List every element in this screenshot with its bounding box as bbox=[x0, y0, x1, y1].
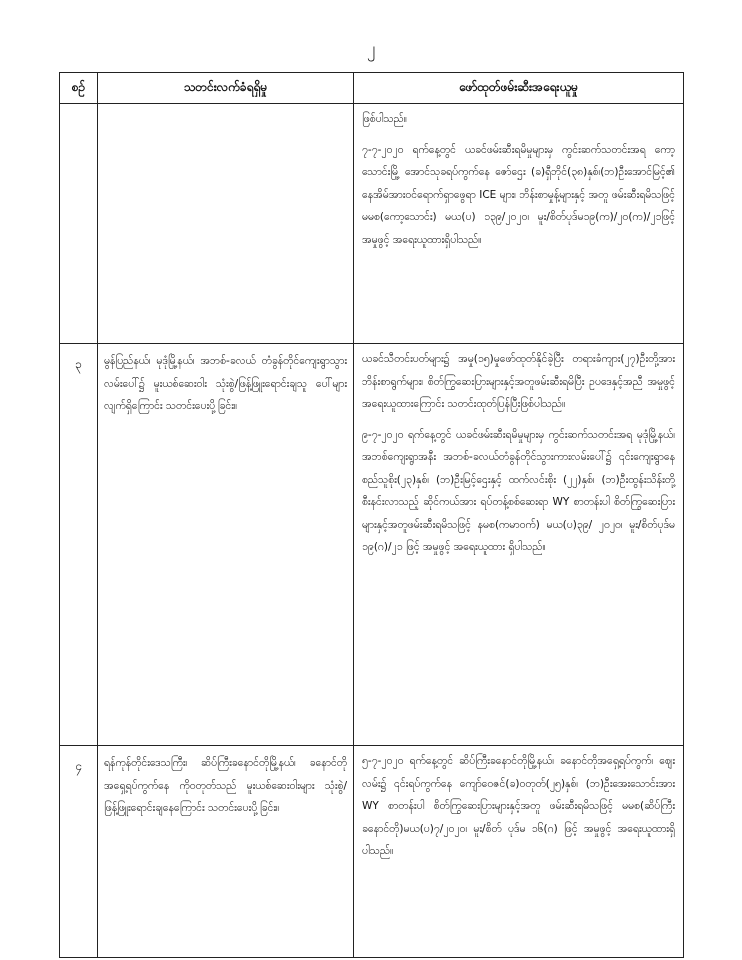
action-paragraph: ဖြစ်ပါသည်။ bbox=[362, 113, 407, 125]
table-row bbox=[60, 344, 684, 746]
table-row bbox=[60, 746, 684, 958]
information-cell bbox=[98, 104, 354, 344]
action-cell bbox=[354, 104, 684, 344]
report-table bbox=[59, 72, 684, 958]
header-serial-no: စဉ် bbox=[60, 73, 98, 104]
serial-no-cell: ၄ bbox=[60, 746, 98, 958]
information-cell: ရန်ကုန်တိုင်းဒေသကြီး၊ ဆိပ်ကြီးခနောင်တိုမြို့နယ်၊ ခနောင်တိုအရှေ့ရပ်ကွက်နေ ကိုဝတုတ်သည် မူးယစ်ဆေးဝါးများ သုံးစွဲ/ဖြန့်ဖြူးရောင်းချနေကြောင်း သတင်းပေးပို့ခြင်း။ bbox=[98, 746, 354, 958]
header-row bbox=[60, 73, 684, 104]
page-number: ၂ bbox=[366, 39, 376, 59]
header-information-received: သတင်းလက်ခံရရှိမှု bbox=[98, 73, 354, 104]
serial-no-cell bbox=[60, 104, 98, 344]
action-paragraph: ၅-၇-၂၀၂၀ ရက်နေ့တွင် ဆိပ်ကြီးခနောင်တိုမြို့နယ်၊ ခနောင်တိုအရှေ့ရပ်ကွက်၊ ဈေးလမ်း၌ ၎င်းရပ်ကွက်နေ ကျော်ဝေဇင်(ခ)ဝတုတ်(၂၅)နှစ်၊ (ဘ)ဦးအေးသောင်းအား WY စာတန်းပါ စိတ်ကြွဆေးပြားများနှင့်အတူ ဖမ်းဆီးရမိသဖြင့် မမစ(ဆိပ်ကြီးခနောင်တို)မယ(ပ)၇/၂၀၂၀၊ မူး/စိတ် ပုဒ်မ ၁၆(ဂ) ဖြင့် အမှုဖွင့် အရေးယူထားရှိပါသည်။ bbox=[362, 755, 675, 857]
action-cell bbox=[354, 746, 684, 958]
action-paragraph: ယခင်သီတင်းပတ်များ၌ အမှု(၁၅)မှုဖော်ထုတ်နိုင်ခဲ့ပြီး တရားခံကျား(၂၇)ဦးတို့အား ဘိန်းစာရွက်များ၊ စိတ်ကြွဆေးပြားများနှင့်အတူဖမ်းဆီးရမိပြီး ဥပဒေနှင့်အညီ အမှုဖွင့် အရေးယူထားကြောင်း သတင်းထုတ်ပြန်ပြီးဖြစ်ပါသည်။ bbox=[362, 353, 675, 410]
action-paragraph: ၇-၇-၂၀၂၀ ရက်နေ့တွင် ယခင်ဖမ်းဆီးရမိမှုများမှ ကွင်းဆက်သတင်းအရ ကော့သောင်းမြို့ အောင်သုခရပ်ကွက်နေ ဇော်ဌေး (ခ)ရှီဘိုင်(၃၈)နှစ်၊(ဘ)ဦးအောင်မြင့်၏ နေအိမ်အားဝင်ရောက်ရှာဖွေရာ ICE များ၊ ဘိန်းစာမှုန့်များနှင့် အတူ ဖမ်းဆီးရမိသဖြင့် မမစ(ကော့သောင်း) မယ(ပ) ၁၃၉/၂၀၂၀၊ မူး/စိတ်ပုဒ်မ၁၉(က)/၂၀(က)/၂၁ဖြင့် အမှုဖွင့် အရေးယူထားရှိပါသည်။ bbox=[362, 143, 675, 246]
action-paragraph: ၉-၇-၂၀၂၀ ရက်နေ့တွင် ယခင်ဖမ်းဆီးရမိမှုများမှ ကွင်းဆက်သတင်းအရ မုဒုံမြို့နယ်၊ အဘစ်ကျေးရွာအနီး အဘစ်-ခလယ်တံခွန်တိုင်သွားကားလမ်းပေါ်၌ ၎င်းကျေးရွာနေ စည်သူစိုး(၂၃)နှစ်၊ (ဘ)ဦးမြင့်ဌေးနှင့် ထက်လင်းစိုး (၂၂)နှစ်၊ (ဘ)ဦးထွန်းသိန်းတို့ စီးနင်းလာသည့် ဆိုင်ကယ်အား ရပ်တန့်စစ်ဆေးရာ WY စာတန်းပါ စိတ်ကြွဆေးပြားများနှင့်အတူဖမ်းဆီးရမိသဖြင့် နမစ(ကမာဝက်) မယ(ပ)၃၉/ ၂၀၂၀၊ မူး/စိတ်ပုဒ်မ ၁၉(ဂ)/၂၁ ဖြင့် အမှုဖွင့် အရေးယူထား ရှိပါသည်။ bbox=[362, 428, 675, 553]
header-action-taken: ဖော်ထုတ်ဖမ်းဆီးအရေးယူမှု bbox=[354, 73, 684, 104]
serial-no-cell: ၃ bbox=[60, 344, 98, 746]
information-cell: မွန်ပြည်နယ်၊ မုဒုံမြို့နယ်၊ အဘစ်-ခလယ် တံခွန်တိုင်ကျေးရွာသွား လမ်းပေါ်၌ မူးယစ်ဆေးဝါး သုံးစွဲ/ဖြန့်ဖြူးရောင်းချသူ ပေါ်များလျက်ရှိကြောင်း သတင်းပေးပို့ခြင်း။ bbox=[98, 344, 354, 746]
table-row bbox=[60, 104, 684, 344]
action-cell bbox=[354, 344, 684, 746]
